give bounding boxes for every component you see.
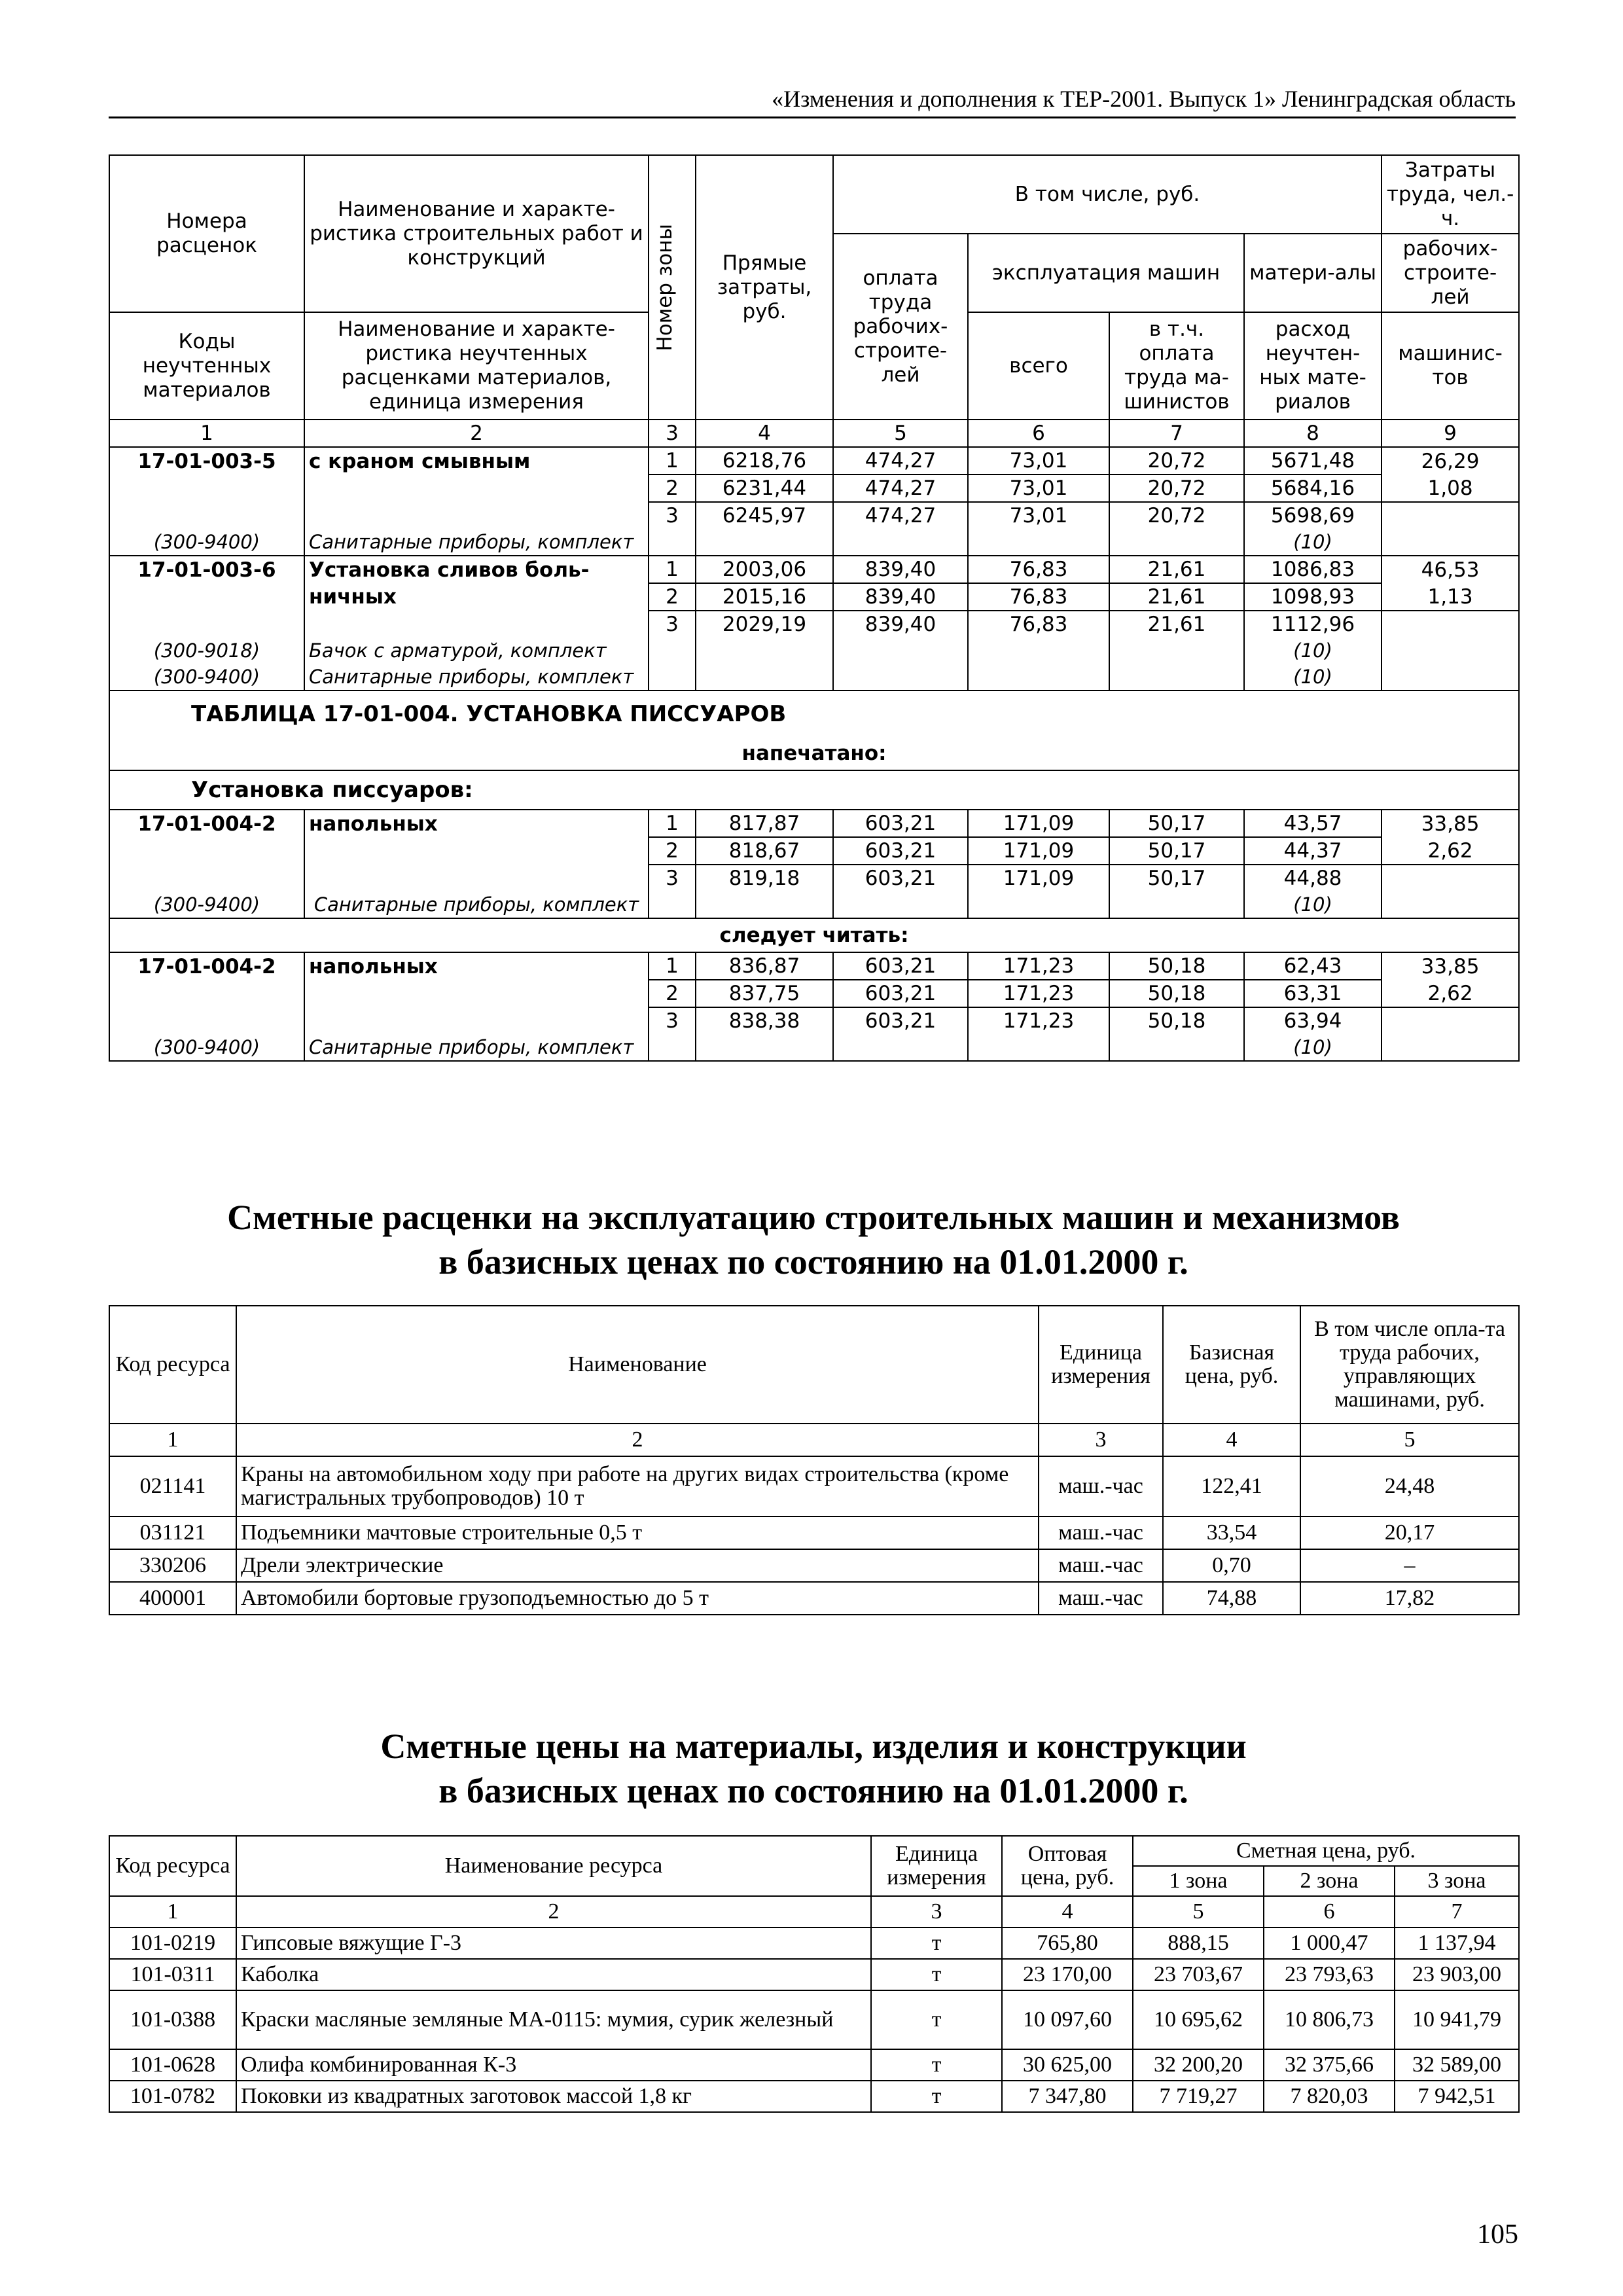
header-estimate-price: Сметная цена, руб.: [1133, 1836, 1519, 1866]
header-zone-3: 3 зона: [1395, 1866, 1519, 1896]
rates-table: [109, 154, 1520, 1062]
header-material-consumption: расход неучтен-ных мате-риалов: [1244, 312, 1382, 420]
header-resource-name: Наименование ресурса: [236, 1836, 871, 1896]
table-row: 17-01-004-2 напольных 1 836,87 603,21 171,23 50,18 62,43 33,85: [109, 952, 1519, 980]
header-workers: рабочих-строите-лей: [1382, 234, 1519, 312]
materials-table: [109, 1835, 1520, 2113]
table-row: 3 819,18 603,21 171,09 50,17 44,88: [109, 865, 1519, 891]
read-as-label: следует читать:: [109, 918, 1519, 952]
column-numbers-row: 1 2 3 4 5 6 7: [109, 1896, 1519, 1928]
table-row: 17-01-003-6 Установка сливов боль- 1 2003,06 839,40 76,83 21,61 1086,83 46,53: [109, 556, 1519, 583]
header-including: В том числе, руб.: [833, 155, 1382, 234]
section-label: Установка писсуаров:: [109, 770, 1519, 810]
table-row: 330206 Дрели электрические маш.-час 0,70 –: [109, 1549, 1519, 1582]
table-row: 101-0782 Поковки из квадратных заготовок массой 1,8 кг т 7 347,80 7 719,27 7 820,03 7 942,51: [109, 2081, 1519, 2112]
table-row: 400001 Автомобили бортовые грузоподъемностью до 5 т маш.-час 74,88 17,82: [109, 1582, 1519, 1615]
running-header: «Изменения и дополнения к ТЕР-2001. Выпуск 1» Ленинградская область: [109, 85, 1516, 118]
header-operators: машинис-тов: [1382, 312, 1519, 420]
page-number: 105: [1477, 2219, 1518, 2250]
table-row: 2 6231,44 474,27 73,01 20,72 5684,16 1,08: [109, 475, 1519, 502]
header-wage-share: В том числе опла-та труда рабочих, управляющих машинами, руб.: [1300, 1306, 1519, 1424]
header-unit: Единица измерения: [1039, 1306, 1163, 1424]
header-resource-code: Код ресурса: [109, 1306, 236, 1424]
header-rate-numbers: Номера расценок: [109, 155, 304, 312]
table-title: ТАБЛИЦА 17-01-004. УСТАНОВКА ПИССУАРОВ: [109, 691, 1519, 737]
table-row: 021141 Краны на автомобильном ходу при работе на других видах строительства (кроме магистральных трубопроводов) 10 т маш.-час 122,41 24,48: [109, 1456, 1519, 1516]
header-total: всего: [968, 312, 1109, 420]
table-row: ничных 2 2015,16 839,40 76,83 21,61 1098,93 1,13: [109, 583, 1519, 611]
table-row: 031121 Подъемники мачтовые строительные 0,5 т маш.-час 33,54 20,17: [109, 1516, 1519, 1549]
header-resource-code: Код ресурса: [109, 1836, 236, 1896]
header-zone-2: 2 зона: [1264, 1866, 1395, 1896]
header-work-name: Наименование и характе-ристика строительных работ и конструкций: [304, 155, 649, 312]
header-direct-costs: Прямые затраты, руб.: [696, 155, 833, 420]
material-row: (300-9400) Санитарные приборы, комплект (10): [109, 664, 1519, 691]
table-row: 101-0219 Гипсовые вяжущие Г-3 т 765,80 888,15 1 000,47 1 137,94: [109, 1928, 1519, 1959]
header-unaccounted-codes: Коды неучтенных материалов: [109, 312, 304, 420]
machines-section-title: Сметные расценки на эксплуатацию строительных машин и механизмов в базисных ценах по состоянию на 01.01.2000 г.: [227, 1198, 1400, 1282]
header-materials: матери-алы: [1244, 234, 1382, 312]
header-unaccounted-name: Наименование и характе-ристика неучтенных расценками материалов, единица измерения: [304, 312, 649, 420]
table-row: 17-01-004-2 напольных 1 817,87 603,21 171,09 50,17 43,57 33,85: [109, 810, 1519, 837]
header-zone-number: Номер зоны: [649, 155, 696, 420]
table-row: 101-0628 Олифа комбинированная К-3 т 30 625,00 32 200,20 32 375,66 32 589,00: [109, 2049, 1519, 2081]
materials-section-title: Сметные цены на материалы, изделия и конструкции в базисных ценах по состоянию на 01.01.2000 г.: [380, 1727, 1247, 1810]
header-operator-wages: в т.ч. оплата труда ма-шинистов: [1109, 312, 1244, 420]
table-row: 2 837,75 603,21 171,23 50,18 63,31 2,62: [109, 980, 1519, 1007]
header-base-price: Базисная цена, руб.: [1163, 1306, 1300, 1424]
table-row: 3 6245,97 474,27 73,01 20,72 5698,69: [109, 502, 1519, 529]
header-worker-wages: оплата труда рабочих-строите-лей: [833, 234, 968, 420]
header-wholesale-price: Оптовая цена, руб.: [1002, 1836, 1133, 1896]
material-row: (300-9018) Бачок с арматурой, комплект (10): [109, 637, 1519, 664]
column-numbers-row: 1 2 3 4 5 6 7 8 9: [109, 420, 1519, 447]
table-row: 2 818,67 603,21 171,09 50,17 44,37 2,62: [109, 837, 1519, 865]
machines-table: [109, 1305, 1520, 1615]
printed-label: напечатано:: [109, 737, 1519, 770]
material-row: (300-9400) Санитарные приборы, комплект (10): [109, 529, 1519, 556]
material-row: (300-9400) Санитарные приборы, комплект (10): [109, 1034, 1519, 1061]
header-machine-operation: эксплуатация машин: [968, 234, 1244, 312]
column-numbers-row: 1 2 3 4 5: [109, 1424, 1519, 1456]
header-name: Наименование: [236, 1306, 1039, 1424]
table-row: 101-0311 Каболка т 23 170,00 23 703,67 23 793,63 23 903,00: [109, 1959, 1519, 1990]
table-row: 101-0388 Краски масляные земляные МА-0115: мумия, сурик железный т 10 097,60 10 695,62 10 806,73 10 941,79: [109, 1990, 1519, 2049]
header-unit: Единица измерения: [871, 1836, 1002, 1896]
header-labor-costs: Затраты труда, чел.-ч.: [1382, 155, 1519, 234]
material-row: (300-9400) Санитарные приборы, комплект (10): [109, 891, 1519, 918]
table-row: 3 838,38 603,21 171,23 50,18 63,94: [109, 1007, 1519, 1034]
table-row: 17-01-003-5 с краном смывным 1 6218,76 474,27 73,01 20,72 5671,48 26,29: [109, 447, 1519, 475]
header-zone-1: 1 зона: [1133, 1866, 1264, 1896]
table-row: 3 2029,19 839,40 76,83 21,61 1112,96: [109, 611, 1519, 637]
